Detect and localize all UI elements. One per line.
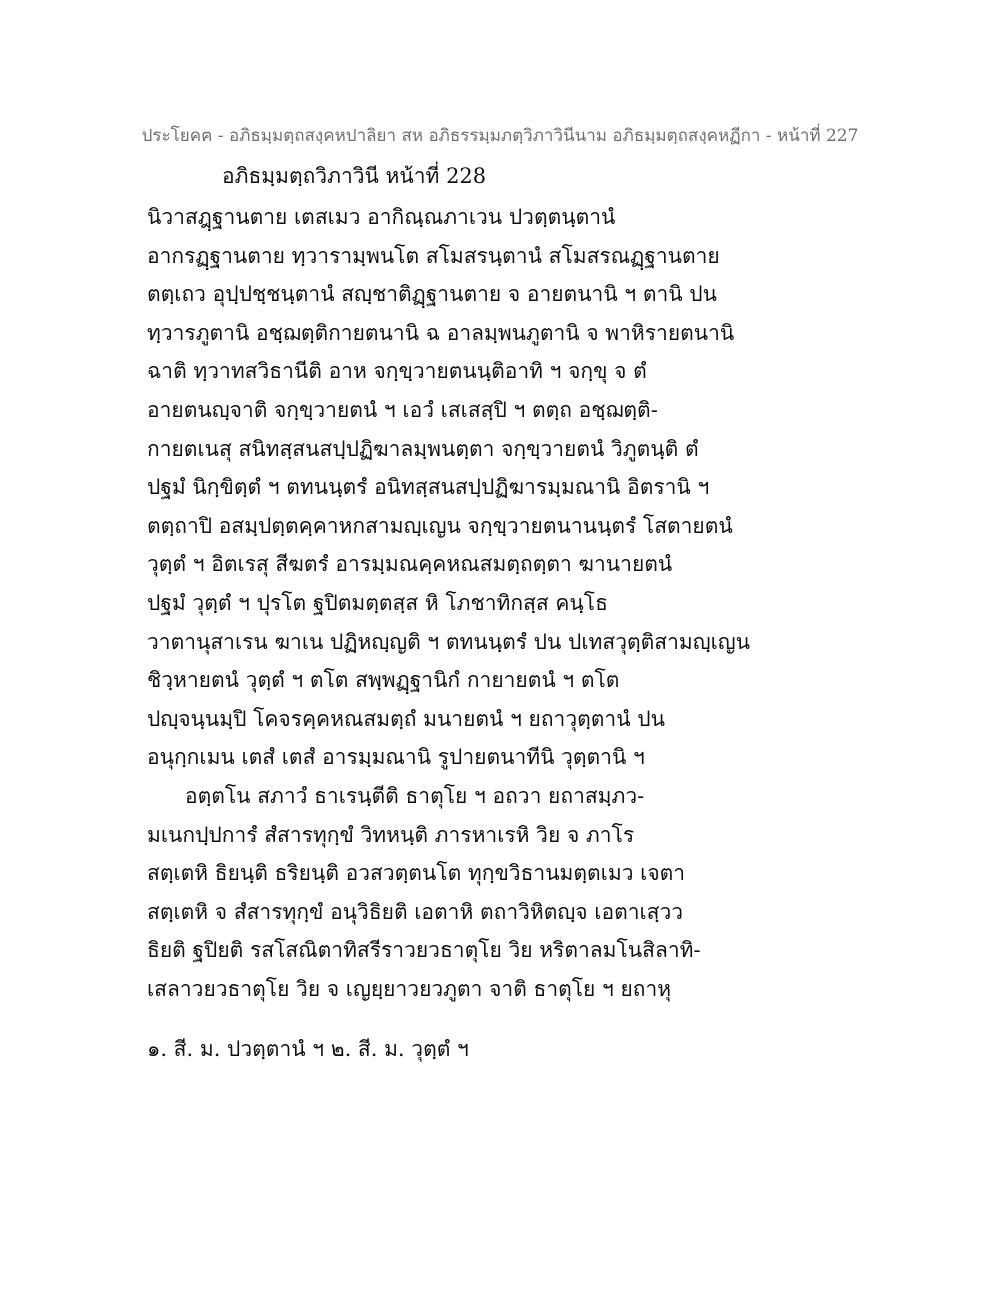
text-line: ตตฺเถว อุปฺปชฺชนฺตานํ สญฺชาติฏฺฐานตาย จ อายตนานิ ฯ ตานิ ปน [147, 282, 717, 307]
text-line: นิวาสฎฺฐานตาย เตสเมว อากิณฺณภาเวน ปวตฺตนฺตานํ [147, 205, 616, 229]
text-line: สตฺเตหิ ธิยนฺติ ธริยนฺติ อวสวตฺตนโต ทุกฺขวิธานมตฺตเมว เจตา [147, 861, 686, 886]
text-line: สตฺเตหิ จ สํสารทุกฺขํ อนุวิธิยติ เอตาหิ ตถาวิหิตญฺจ เอตาเสฺวว [147, 899, 684, 924]
paragraph-start-line: อตฺตโน สภาวํ ธาเรนฺตีติ ธาตุโย ฯ อถวา ยถาสมฺภว- [185, 783, 645, 808]
text-line: ปฐมํ วุตฺตํ ฯ ปุรโต ฐปิตมตฺตสฺส หิ โภชาทิกสฺส คนฺโธ [147, 590, 608, 615]
text-line: เสลาวยวธาตุโย วิย จ เญยฺยาวยวภูตา จาติ ธาตุโย ฯ ยถาหุ [147, 976, 672, 1001]
text-line: ฉาติ ทฺวาทสวิธานีติ อาห จกฺขฺวายตนนฺติอาทิ ฯ จกฺขุ จ ตํ [147, 359, 647, 384]
text-line: อากรฏฺฐานตาย ทฺวารามฺพนโต สโมสรนฺตานํ สโมสรณฏฺฐานตาย [147, 243, 720, 268]
page-heading: อภิธมฺมตฺถวิภาวินี หน้าที่ 228 [222, 164, 487, 188]
running-header: ประโยคฅ - อภิธมฺมตฺถสงฺคหปาลิยา สห อภิธรรมฺมภตฺวิภาวินีนาม อภิธมฺมตฺถสงฺคหฏีกา - หน้าที่ 227 [141, 126, 859, 146]
text-line: อนุกฺกเมน เตสํ เตสํ อารมฺมณานิ รูปายตนาทีนิ วุตฺตานิ ฯ [147, 745, 645, 770]
footnotes: ๑. สี. ม. ปวตฺตานํ ฯ ๒. สี. ม. วุตฺตํ ฯ [147, 1037, 469, 1061]
text-line: มเนกปฺปการํ สํสารทุกฺขํ วิทหนฺติ ภารหาเรหิ วิย จ ภาโร [147, 822, 635, 847]
text-line: ปฐมํ นิกฺขิตฺตํ ฯ ตทนนฺตรํ อนิทสฺสนสปฺปฏิฆารมฺมณานิ อิตรานิ ฯ [147, 475, 710, 500]
text-line: อายตนญฺจาติ จกฺขฺวายตนํ ฯ เอวํ เสเสสฺปิ ฯ ตตฺถ อชฺฌตฺติ- [147, 397, 658, 422]
text-line: วุตฺตํ ฯ อิตเรสุ สีฆตรํ อารมฺมณคฺคหณสมตฺถตฺตา ฆานายตนํ [147, 552, 673, 577]
text-line: ปญฺจนฺนมฺปิ โคจรคฺคหณสมตฺถํ มนายตนํ ฯ ยถาวุตฺตานํ ปน [147, 706, 665, 731]
text-line: วาตานุสาเรน ฆาเน ปฏิหญฺญติ ฯ ตทนนฺตรํ ปน ปเทสวุตฺติสามญฺเญน [147, 629, 751, 654]
text-line: ทฺวารภูตานิ อชฺฌตฺติกายตนานิ ฉ อาลมฺพนภูตานิ จ พาหิรายตนานิ [147, 320, 735, 345]
text-line: ธิยติ ฐปิยติ รสโสณิตาทิสรีราวยวธาตุโย วิย หริตาลมโนสิลาทิ- [147, 938, 701, 963]
text-line: ตตฺถาปิ อสมฺปตฺตคฺคาหกสามญฺเญน จกฺขฺวายตนานนฺตรํ โสตายตนํ [147, 513, 733, 538]
text-line: ชิวฺหายตนํ วุตฺตํ ฯ ตโต สพฺพฏฺฐานิกํ กายายตนํ ฯ ตโต [147, 668, 620, 693]
text-line: กายตเนสุ สนิทสฺสนสปฺปฏิฆาลมฺพนตฺตา จกฺขฺวายตนํ วิภูตนฺติ ตํ [147, 436, 699, 461]
body-text [147, 198, 867, 1008]
